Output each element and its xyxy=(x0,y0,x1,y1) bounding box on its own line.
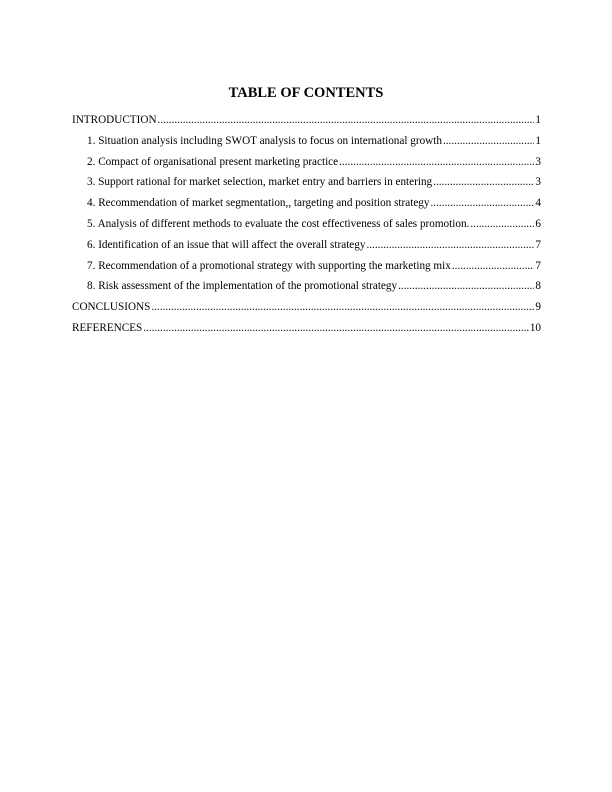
toc-entry-conclusions[interactable] xyxy=(72,300,541,321)
toc-entry-label: 5. Analysis of different methods to evaluate the cost effectiveness of sales promotion. xyxy=(87,217,470,230)
toc-page-number: 3 xyxy=(535,155,541,168)
toc-page-number: 4 xyxy=(535,197,541,210)
toc-entry-label: 3. Support rational for market selection, market entry and barriers in entering xyxy=(87,176,433,189)
toc-entry-situation-analysis[interactable] xyxy=(72,134,541,155)
toc-entry-label: 1. Situation analysis including SWOT analysis to focus on international growth xyxy=(87,134,442,147)
toc-entry-promotional-strategy[interactable] xyxy=(72,259,541,280)
toc-entry-issue-identification[interactable] xyxy=(72,238,541,259)
toc-dot-leader xyxy=(151,300,534,314)
toc-dot-leader xyxy=(143,321,529,335)
toc-entry-sales-promotion[interactable] xyxy=(72,217,541,238)
toc-entry-label: 4. Recommendation of market segmentation,, targeting and position strategy xyxy=(87,197,430,210)
toc-page-number: 3 xyxy=(535,176,541,189)
toc-page-number: 6 xyxy=(535,217,541,230)
toc-entry-marketing-practice[interactable] xyxy=(72,155,541,176)
toc-entry-label: 2. Compact of organisational present marketing practice xyxy=(87,155,339,168)
toc-page-number: 9 xyxy=(535,301,541,314)
toc-page-number: 8 xyxy=(535,280,541,293)
toc-title: TABLE OF CONTENTS xyxy=(228,85,384,101)
toc-entry-label: 6. Identification of an issue that will affect the overall strategy xyxy=(87,238,366,251)
toc-page-number: 1 xyxy=(535,134,541,147)
toc-page-number: 10 xyxy=(529,321,541,334)
toc-entry-references[interactable] xyxy=(72,321,541,342)
toc-page-number: 1 xyxy=(535,114,541,126)
toc-page-number: 7 xyxy=(535,259,541,272)
toc-entry-label: CONCLUSIONS xyxy=(72,301,151,314)
toc-entry-introduction[interactable] xyxy=(72,113,541,134)
toc-list xyxy=(72,113,541,342)
toc-page-number: 7 xyxy=(535,238,541,251)
toc-dot-leader xyxy=(158,113,535,127)
toc-dot-leader xyxy=(398,279,534,293)
toc-dot-leader xyxy=(339,155,534,169)
toc-entry-label: INTRODUCTION xyxy=(72,114,157,126)
toc-entry-risk-assessment[interactable] xyxy=(72,279,541,300)
toc-dot-leader xyxy=(443,134,534,148)
toc-entry-market-selection[interactable] xyxy=(72,175,541,196)
toc-dot-leader xyxy=(431,196,535,210)
toc-entry-label: REFERENCES xyxy=(72,321,143,334)
toc-entry-label: 8. Risk assessment of the implementation of the promotional strategy xyxy=(87,280,398,293)
toc-entry-segmentation[interactable] xyxy=(72,196,541,217)
toc-dot-leader xyxy=(452,259,535,273)
toc-dot-leader xyxy=(433,175,534,189)
toc-dot-leader xyxy=(470,217,534,231)
toc-dot-leader xyxy=(366,238,534,252)
toc-entry-label: 7. Recommendation of a promotional strategy with supporting the marketing mix xyxy=(87,259,451,272)
